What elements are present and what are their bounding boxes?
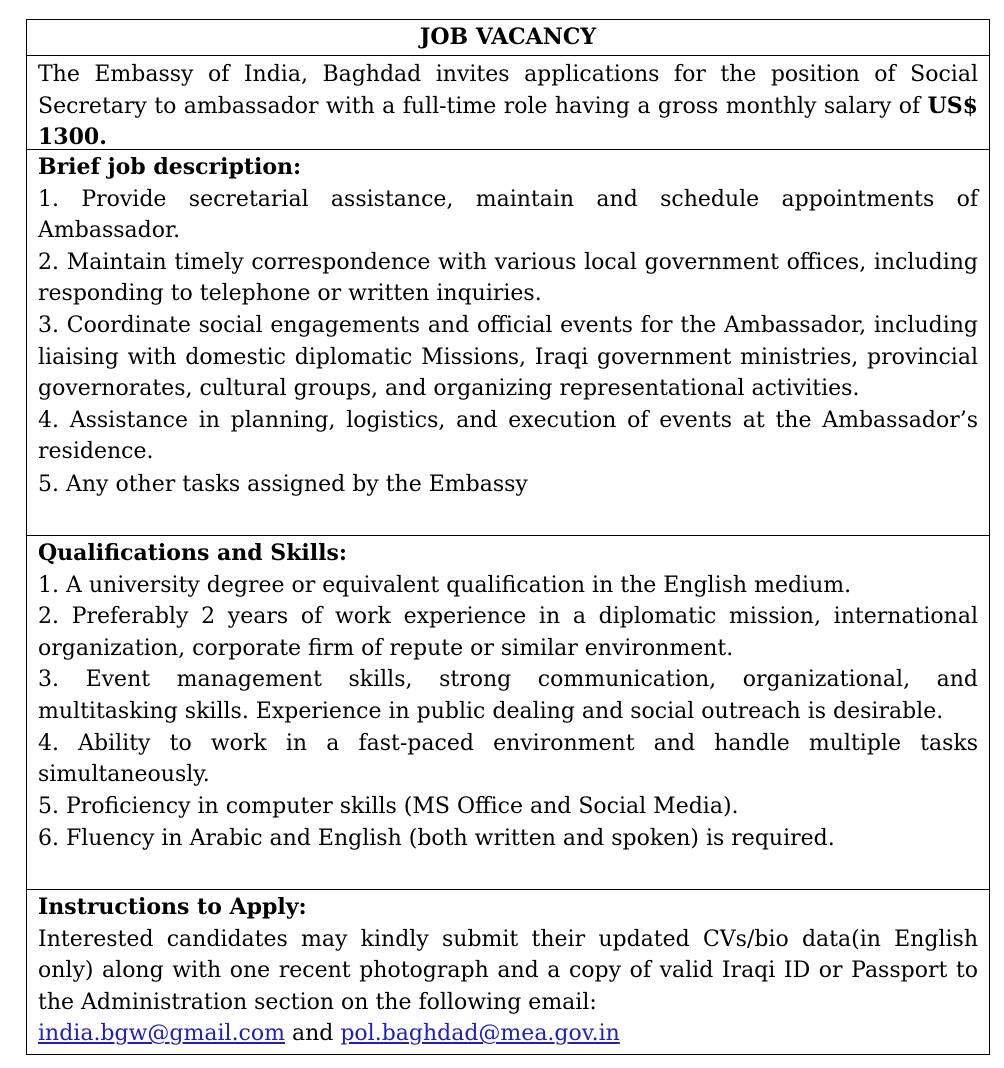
qualifications-heading: Qualifications and Skills:	[38, 540, 348, 566]
job-description-section	[27, 149, 989, 535]
instructions-heading: Instructions to Apply:	[38, 894, 307, 920]
email-link-pol-baghdad[interactable]: pol.baghdad@mea.gov.in	[340, 1021, 620, 1047]
instructions-section	[27, 889, 989, 1054]
qualification-item: 5. Proficiency in computer skills (MS Office and Social Media).	[38, 793, 739, 819]
email-joiner: and	[284, 1021, 341, 1047]
qualification-item: 4. Ability to work in a fast-paced environment and handle multiple tasks simultaneously.	[38, 730, 978, 788]
qualification-item: 1. A university degree or equivalent qualification in the English medium.	[38, 572, 852, 598]
description-item: 3. Coordinate social engagements and official events for the Ambassador, including liaising with domestic diplomatic Missions, Iraqi government ministries, provincial governorates, cultural groups, and organizing representational activities.	[38, 312, 978, 402]
description-item: 4. Assistance in planning, logistics, and execution of events at the Ambassador’s residence.	[38, 407, 978, 465]
qualifications-section	[27, 535, 989, 889]
description-item: 5. Any other tasks assigned by the Embassy	[38, 471, 528, 497]
job-vacancy-table	[26, 19, 990, 1055]
instructions-text: Interested candidates may kindly submit their updated CVs/bio data(in English only) along with one recent photograph and a copy of valid Iraqi ID or Passport to the Administration section on the following email:	[38, 926, 978, 1015]
description-heading: Brief job description:	[38, 154, 302, 180]
qualification-item: 6. Fluency in Arabic and English (both written and spoken) is required.	[38, 826, 835, 852]
qualification-item: 2. Preferably 2 years of work experience in a diplomatic mission, international organization, corporate firm of repute or similar environment.	[38, 604, 978, 661]
email-line	[38, 1018, 978, 1050]
description-item: 2. Maintain timely correspondence with various local government offices, including responding to telephone or written inquiries.	[38, 249, 978, 307]
intro-text: The Embassy of India, Baghdad invites applications for the position of Social Secretary to ambassador with a full-time role having a gross monthly salary of	[38, 62, 978, 119]
description-item: 1. Provide secretarial assistance, maintain and schedule appointments of Ambassador.	[38, 186, 978, 244]
salary-value: US$ 1300.	[38, 92, 978, 151]
email-link-india-bgw[interactable]: india.bgw@gmail.com	[38, 1021, 285, 1047]
intro-paragraph	[38, 59, 978, 154]
intro-section	[27, 55, 989, 149]
qualification-item: 3. Event management skills, strong communication, organizational, and multitasking skills. Experience in public dealing and social outreach is desirable.	[38, 667, 978, 724]
page-title: JOB VACANCY	[419, 24, 597, 50]
